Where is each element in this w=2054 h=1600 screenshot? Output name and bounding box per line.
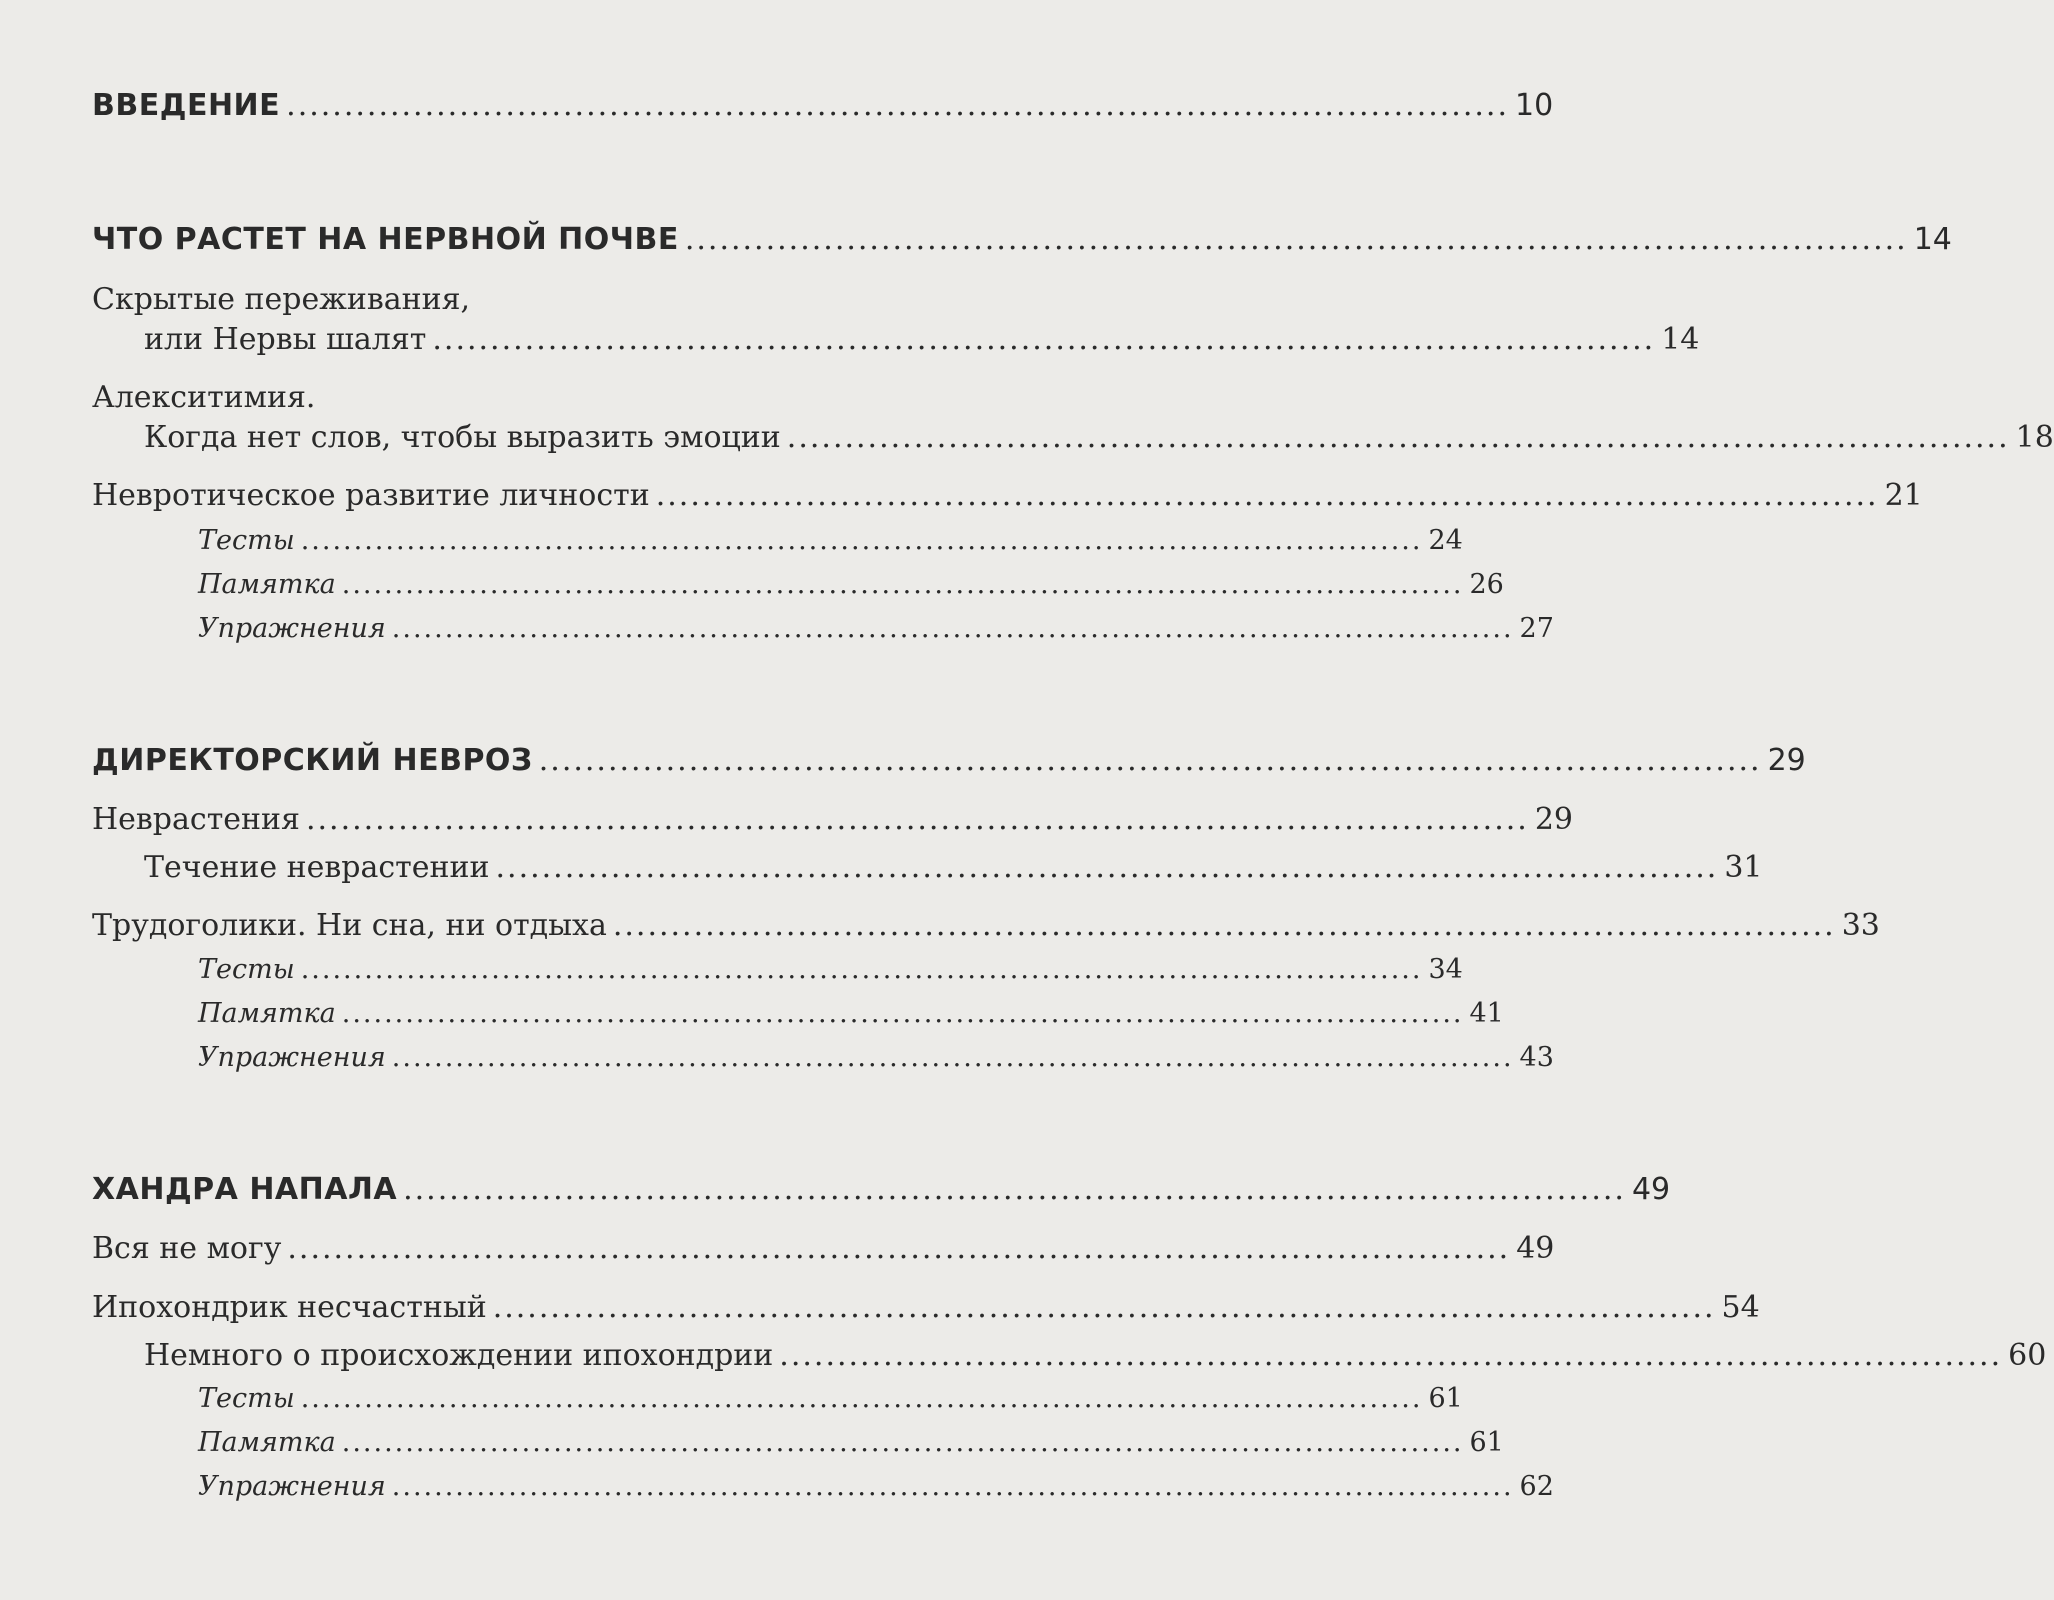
dot-leader: .......................................................................................................... xyxy=(538,743,1762,778)
toc-entry-title: Памятка xyxy=(198,998,336,1029)
toc-entry-title: Вся не могу xyxy=(92,1231,282,1266)
toc-section xyxy=(92,743,1806,778)
toc-entry-page: 10 xyxy=(1515,88,1554,123)
dot-leader: .......................................................................................................... xyxy=(403,1172,1626,1207)
toc-entry-title: ВВЕДЕНИЕ xyxy=(92,88,281,123)
toc-entry-page: 21 xyxy=(1884,478,1923,513)
toc-entry-title: ХАНДРА НАПАЛА xyxy=(92,1172,398,1207)
toc-subentry xyxy=(92,1471,1554,1502)
dot-leader: .......................................................................................................... xyxy=(391,1471,1514,1502)
dot-leader: .......................................................................................................... xyxy=(612,908,1836,943)
toc-entry-introduction xyxy=(92,88,1554,123)
toc-subentry xyxy=(92,525,1463,556)
toc-entry-page: 61 xyxy=(1469,1427,1504,1458)
toc-subentry xyxy=(92,1383,1463,1414)
dot-leader: .......................................................................................................... xyxy=(391,613,1514,644)
toc-entry-page: 18 xyxy=(2015,420,2054,455)
toc-section xyxy=(92,1172,1671,1207)
toc-entry xyxy=(92,908,1880,943)
toc-entry xyxy=(92,1290,1760,1325)
toc-entry xyxy=(92,322,1700,357)
dot-leader: .......................................................................................................... xyxy=(786,420,2010,455)
toc-entry-title: ДИРЕКТОРСКИЙ НЕВРОЗ xyxy=(92,743,533,778)
toc-subentry xyxy=(92,954,1463,985)
toc-entry-title: Немного о происхождении ипохондрии xyxy=(144,1338,774,1373)
toc-subentry xyxy=(92,1042,1554,1073)
toc-entry-title: Тесты xyxy=(198,525,295,556)
toc-entry-page: 61 xyxy=(1428,1383,1463,1414)
toc-entry-page: 14 xyxy=(1661,322,1700,357)
toc-entry-title: ЧТО РАСТЕТ НА НЕРВНОЙ ПОЧВЕ xyxy=(92,222,679,257)
toc-entry-title-line2: Когда нет слов, чтобы выразить эмоции xyxy=(144,420,781,455)
toc-entry-page: 41 xyxy=(1469,998,1504,1029)
toc-subentry xyxy=(92,569,1504,600)
toc-entry-title: Упражнения xyxy=(198,613,386,644)
toc-entry-title: Трудоголики. Ни сна, ни отдыха xyxy=(92,908,607,943)
toc-entry-page: 49 xyxy=(1516,1231,1555,1266)
dot-leader: .......................................................................................................... xyxy=(684,222,1908,257)
toc-entry-title: Неврастения xyxy=(92,802,300,837)
dot-leader: .......................................................................................................... xyxy=(492,1290,1716,1325)
dot-leader: .......................................................................................................... xyxy=(300,525,1423,556)
toc-entry-page: 26 xyxy=(1469,569,1504,600)
toc-entry-page: 29 xyxy=(1767,743,1806,778)
dot-leader: .......................................................................................................... xyxy=(286,88,1509,123)
dot-leader: .......................................................................................................... xyxy=(779,1338,2003,1373)
toc-entry-title-line1: Скрытые переживания, xyxy=(92,282,471,317)
dot-leader: .......................................................................................................... xyxy=(300,1383,1423,1414)
toc-subentry xyxy=(92,613,1554,644)
toc-entry-page: 62 xyxy=(1519,1471,1554,1502)
toc-entry-page: 60 xyxy=(2008,1338,2047,1373)
toc-entry-title: Упражнения xyxy=(198,1471,386,1502)
dot-leader: .......................................................................................................... xyxy=(495,850,1719,885)
toc-entry-page: 54 xyxy=(1721,1290,1760,1325)
toc-entry xyxy=(92,420,2054,455)
toc-entry-title-line1: Алекситимия. xyxy=(92,380,316,415)
toc-section xyxy=(92,222,1952,257)
toc-entry xyxy=(92,478,1923,513)
toc-entry-title: Памятка xyxy=(198,569,336,600)
toc-entry xyxy=(92,802,1573,837)
toc-entry xyxy=(92,1231,1555,1266)
dot-leader: .......................................................................................................... xyxy=(341,998,1464,1029)
dot-leader: .......................................................................................................... xyxy=(341,569,1464,600)
toc-entry-page: 24 xyxy=(1428,525,1463,556)
toc-entry xyxy=(92,1338,2047,1373)
toc-entry-title: Тесты xyxy=(198,954,295,985)
toc-entry-page: 33 xyxy=(1841,908,1880,943)
toc-entry-title: Невротическое развитие личности xyxy=(92,478,650,513)
toc-entry-title: Памятка xyxy=(198,1427,336,1458)
toc-subentry xyxy=(92,1427,1504,1458)
dot-leader: .......................................................................................................... xyxy=(300,954,1423,985)
toc-entry-page: 49 xyxy=(1631,1172,1671,1207)
toc-entry-page: 43 xyxy=(1519,1042,1554,1073)
toc-entry-title: Ипохондрик несчастный xyxy=(92,1290,487,1325)
dot-leader: .......................................................................................................... xyxy=(287,1231,1511,1266)
dot-leader: .......................................................................................................... xyxy=(391,1042,1514,1073)
toc-entry-title: Упражнения xyxy=(198,1042,386,1073)
toc-entry-page: 34 xyxy=(1428,954,1463,985)
toc-entry-title-line2: или Нервы шалят xyxy=(144,322,427,357)
toc-entry-page: 27 xyxy=(1519,613,1554,644)
dot-leader: .......................................................................................................... xyxy=(655,478,1879,513)
toc-subentry xyxy=(92,998,1504,1029)
toc-entry xyxy=(92,850,1763,885)
toc-entry-page: 29 xyxy=(1534,802,1573,837)
toc-entry-page: 31 xyxy=(1724,850,1763,885)
dot-leader: .......................................................................................................... xyxy=(432,322,1656,357)
dot-leader: .......................................................................................................... xyxy=(305,802,1529,837)
toc-entry-title: Течение неврастении xyxy=(144,850,490,885)
toc-entry-page: 14 xyxy=(1913,222,1952,257)
dot-leader: .......................................................................................................... xyxy=(341,1427,1464,1458)
toc-entry-title: Тесты xyxy=(198,1383,295,1414)
